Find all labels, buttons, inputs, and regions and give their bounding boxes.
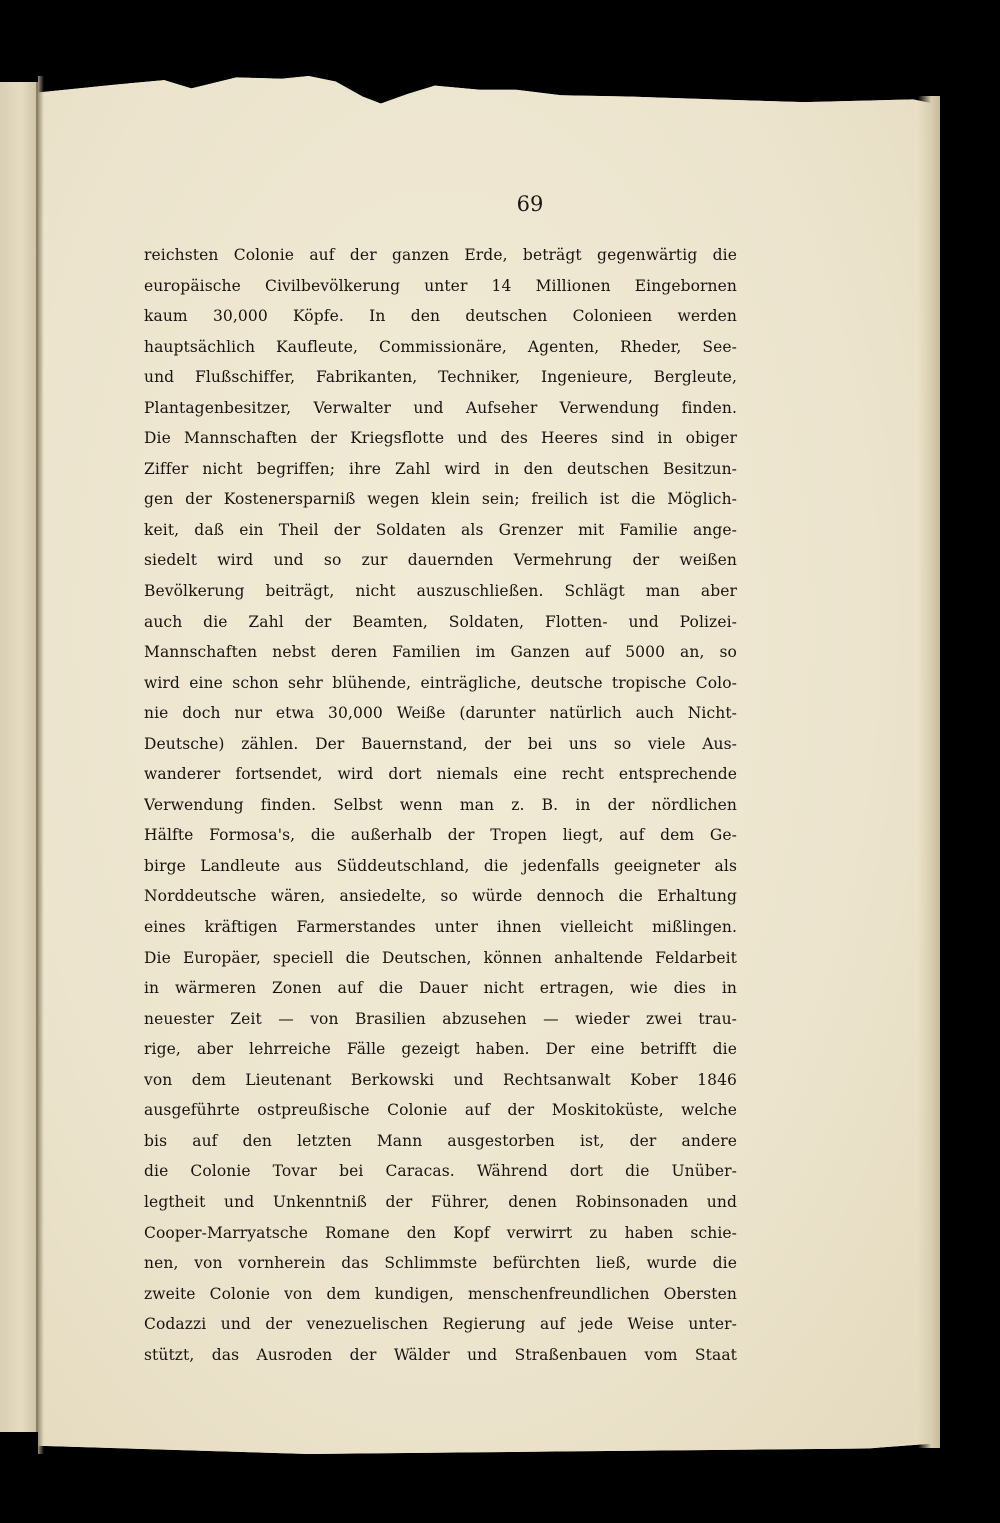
text-line: nen, von vornherein das Schlimmste befürchten ließ, wurde die [144,1254,737,1273]
page-number: 69 [516,192,544,216]
text-line: rige, aber lehrreiche Fälle gezeigt haben. Der eine betrifft die [144,1040,737,1059]
text-line: Verwendung finden. Selbst wenn man z. B. in der nördlichen [144,795,737,814]
text-line: wanderer fortsendet, wird dort niemals eine recht entsprechende [144,765,737,784]
text-line: Cooper-Marryatsche Romane den Kopf verwirrt zu haben schie- [144,1223,737,1242]
text-line: die Colonie Tovar bei Caracas. Während dort die Unüber- [144,1162,737,1181]
previous-page-edge [0,82,38,1432]
text-line: Norddeutsche wären, ansiedelte, so würde dennoch die Erhaltung [144,887,737,906]
text-line: Die Mannschaften der Kriegsflotte und des Heeres sind in obiger [144,429,737,448]
text-line: bis auf den letzten Mann ausgestorben ist, der andere [144,1131,737,1150]
text-line: Bevölkerung beiträgt, nicht auszuschließen. Schlägt man aber [144,582,737,601]
text-line: stützt, das Ausroden der Wälder und Straßenbauen vom Staat [144,1345,737,1364]
text-line: legtheit und Unkenntniß der Führer, denen Robinsonaden und [144,1192,737,1211]
text-line: hauptsächlich Kaufleute, Commissionäre, Agenten, Rheder, See- [144,337,737,356]
text-line: von dem Lieutenant Berkowski und Rechtsanwalt Kober 1846 [144,1070,737,1089]
text-line: neuester Zeit — von Brasilien abzusehen — wieder zwei trau- [144,1009,737,1028]
text-line: reichsten Colonie auf der ganzen Erde, beträgt gegenwärtig die [144,246,737,264]
text-line: Deutsche) zählen. Der Bauernstand, der bei uns so viele Aus- [144,734,737,753]
text-line: und Flußschiffer, Fabrikanten, Techniker, Ingenieure, Bergleute, [144,368,737,387]
text-line: Codazzi und der venezuelischen Regierung auf jede Weise unter- [144,1315,737,1334]
text-line: siedelt wird und so zur dauernden Vermehrung der weißen [144,551,737,570]
text-line: Die Europäer, speciell die Deutschen, können anhaltende Feldarbeit [144,948,737,967]
text-line: Mannschaften nebst deren Familien im Ganzen auf 5000 an, so [144,643,737,662]
text-line: ausgeführte ostpreußische Colonie auf der Moskitoküste, welche [144,1101,737,1120]
text-line: wird eine schon sehr blühende, einträgliche, deutsche tropische Colo- [144,673,737,692]
text-line: auch die Zahl der Beamten, Soldaten, Flotten- und Polizei- [144,612,737,631]
page-right-edge [918,96,940,1448]
body-text [144,240,737,1370]
text-line: in wärmeren Zonen auf die Dauer nicht ertragen, wie dies in [144,979,737,998]
text-line: Plantagenbesitzer, Verwalter und Aufseher Verwendung finden. [144,398,737,417]
text-line: nie doch nur etwa 30,000 Weiße (darunter natürlich auch Nicht- [144,704,737,723]
text-line: keit, daß ein Theil der Soldaten als Grenzer mit Familie ange- [144,520,737,539]
text-line: birge Landleute aus Süddeutschland, die jedenfalls geeigneter als [144,856,737,875]
text-line: Hälfte Formosa's, die außerhalb der Tropen liegt, auf dem Ge- [144,826,737,845]
text-line: kaum 30,000 Köpfe. In den deutschen Colonieen werden [144,307,737,326]
text-line: gen der Kostenersparniß wegen klein sein; freilich ist die Möglich- [144,490,737,509]
page-spine-shadow [38,76,44,1454]
text-line: europäische Civilbevölkerung unter 14 Millionen Eingebornen [144,276,737,295]
text-line: eines kräftigen Farmerstandes unter ihnen vielleicht mißlingen. [144,918,737,937]
text-line: Ziffer nicht begriffen; ihre Zahl wird in den deutschen Besitzun- [144,459,737,478]
text-line: zweite Colonie von dem kundigen, menschenfreundlichen Obersten [144,1284,737,1303]
